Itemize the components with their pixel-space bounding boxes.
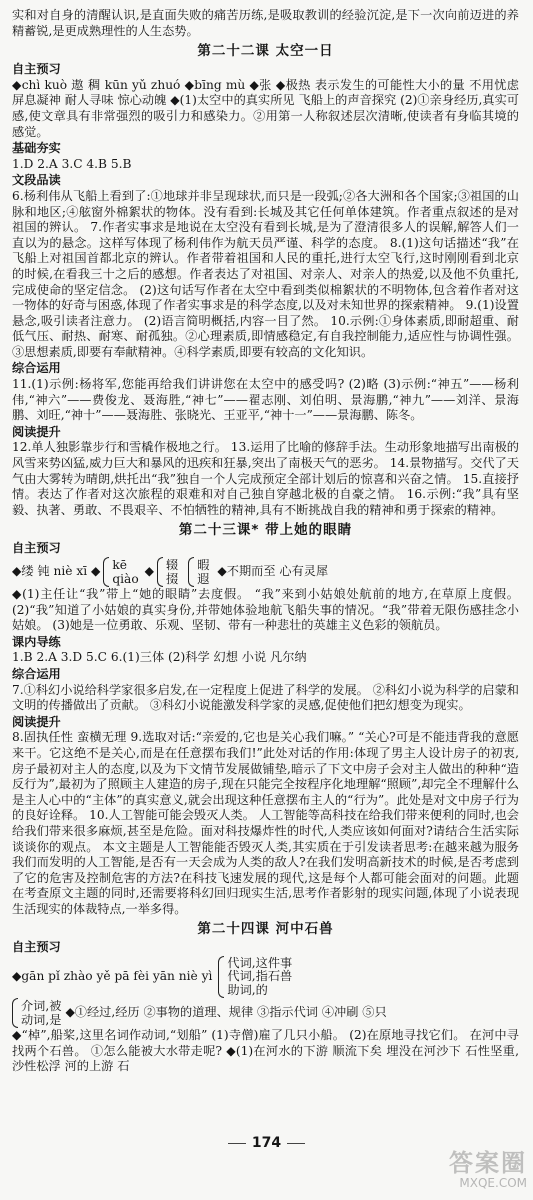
- lesson-22-apply: 11.(1)示例:杨将军,您能再给我们讲讲您在太空中的感受吗? (2)略 (3)示例:“神五”——杨利伟,“神六”——费俊龙、聂海胜,“神七”——翟志刚、刘伯明、景海鹏,“神九”——刘洋、景海鹏、刘旺,“神十”——聂海胜、张晓光、王亚平,“神十一”——景海鹏、陈冬。: [12, 377, 519, 423]
- watermark-url: MXQE.COM: [459, 1176, 527, 1190]
- lesson-22-basic-heading: 基础夯实: [12, 141, 61, 156]
- meaning-stack: [227, 957, 292, 998]
- stack-item: 辍: [166, 558, 179, 572]
- stack-item: 代词,指石兽: [227, 969, 293, 984]
- stack-item: 介词,被: [21, 999, 62, 1014]
- brace-icon: [103, 557, 109, 587]
- char-stack: [166, 558, 178, 586]
- stack-item: 助词,的: [227, 982, 268, 997]
- meaning-stack: [21, 999, 61, 1027]
- page-number-text: 174: [251, 1135, 282, 1151]
- lesson-23-read-heading: 阅读提升: [12, 714, 61, 729]
- stack-item: kē: [112, 558, 127, 572]
- lesson-23-preview-row: [12, 557, 519, 587]
- lesson-23-inclass-heading: 课内导练: [12, 634, 61, 649]
- lesson-24-title: 第二十四课 河中石兽: [197, 921, 334, 938]
- brace-icon: [157, 557, 163, 587]
- lesson-24-preview-heading: 自主预习: [12, 940, 61, 955]
- lesson-22-preview: ◆chì kuò 遨 稠 kūn yǔ zhuó ◆bīng mù ◆张 ◆极热 表示发生的可能性大小的量 不用忧虑 屏息凝神 耐人寻味 惊心动魄 ◆(1)太空中的真实所见 飞船上的声音探究 (2)①亲身经历,真实可感,使文章具有非常强烈的吸引力和感染力。②用第一人称叙述层次清晰,使读者有身临其境的感觉。: [12, 77, 519, 139]
- stack-item: 掇: [166, 572, 179, 586]
- lesson-22-read: 12.单人独影靠步行和雪橇作极地之行。 13.运用了比喻的修辞手法。生动形象地描写出南极的风雪来势凶猛,威力巨大和暴风的迅疾和狂暴,突出了南极天气的恶劣。 14.景物描写。交代了天气由大雾转为晴朗,烘托出“我”独自一个人完成预定全部计划后的惊喜和兴奋之情。 15.直接抒情。表达了作者对这次旅程的艰难和对自己独自穿越北极的自豪之情。 16.示例:“我”具有坚毅、执著、勇敢、不畏艰辛、不怕牺牲的精神,具有不断挑战自我的精神和勇于探索的精神。: [12, 440, 519, 517]
- lesson-22-title: 第二十二课 太空一日: [197, 43, 334, 60]
- diamond-marker: ◆: [144, 564, 155, 579]
- lesson-22-apply-heading: 综合运用: [12, 361, 61, 376]
- footer-dash: [228, 1143, 246, 1144]
- lesson-23-inclass: 1.B 2.A 3.D 5.C 6.(1)三体 (2)科学 幻想 小说 凡尔纳: [12, 650, 307, 665]
- brace-icon: [12, 998, 18, 1028]
- lesson-23-title: 第二十三课* 带上她的眼睛: [178, 522, 353, 539]
- stack-item: 遐: [197, 572, 210, 586]
- char-stack: [197, 558, 209, 586]
- footer-dash: [287, 1143, 305, 1144]
- lesson-22-read-heading: 阅读提升: [12, 424, 61, 439]
- lesson-22-text-heading: 文段品读: [12, 173, 61, 188]
- stack-item: qiào: [112, 572, 139, 586]
- lesson-23-preview-a: ◆缕 钝 niè xī ◆: [12, 564, 101, 579]
- lesson-22-basic: 1.D 2.A 3.C 4.B 5.B: [12, 156, 132, 171]
- lesson-23-apply-heading: 综合运用: [12, 666, 61, 681]
- stack-item: 动词,是: [21, 1013, 62, 1028]
- brace-icon: [188, 557, 194, 587]
- brace-icon: [218, 956, 224, 998]
- watermark-text: 答案圈: [449, 1149, 527, 1177]
- lesson-23-apply: 7.①科幻小说给科学家很多启发,在一定程度上促进了科学的发展。 ②科幻小说为科学的启蒙和文明的传播做出了贡献。 ③科幻小说能激发科学家的灵感,促使他们把幻想变为现实。: [12, 682, 519, 713]
- lesson-22-preview-heading: 自主预习: [12, 62, 61, 77]
- lesson-22-text: 6.杨利伟从飞船上看到了:①地球并非呈现球状,而只是一段弧;②各大洲和各个国家;③祖国的山脉和地区;④舷窗外棉絮状的物体。没有看到:长城及其它任何单体建筑。作者重点叙述的是对祖国的辨认。 7.作者实事求是地说在太空没有看到长城,是为了澄清很多人的误解,解答人们一直以为的悬念。这样写体现了杨利伟作为航天员严谨、科学的态度。 8.(1)这句话描述“我”在飞船上对祖国首都北京的辨认。作者带着祖国和人民的重托,进行太空飞行,这时刚刚看到北京的时候,在看我三十之后的感想。作者表达了对祖国、对亲人、对亲人的热爱,以及他不负重托,完成使命的坚定信念。 (2)这句话写作者在太空中看到类似棉絮状的不明物体,包含着作者对这一物体的好奇与困惑,体现了作者实事求是的科学态度,以及对未知世界的探索精神。 9.(1)设置悬念,吸引读者注意力。 (2)语言简明概括,内容一目了然。 10.示例:①身体素质,即耐超重、耐低气压、耐热、耐寒、耐孤独。②心理素质,即情感稳定,有自我控制能力,适应性与协调性强。③思想素质,即要有奉献精神。④科学素质,即要有较高的文化知识。: [12, 188, 519, 359]
- lesson-24-line-3: ◆“棹”,船桨,这里名词作动词,“划船” (1)寺僧)雇了几只小船。 (2)在原地寻找它们。 在河中寻找两个石兽。 ①怎么能被大水带走呢? ◆(1)在河水的下游 顺流下矣 埋没在河沙下 石性坚重,沙性松浮 河的上游 石: [12, 1028, 519, 1074]
- lesson-24-line-1: [12, 956, 519, 998]
- lesson-23-preview-heading: 自主预习: [12, 541, 61, 556]
- lesson-24-line-2-rest: ◆①经过,经历 ②事物的道理、规律 ③指示代词 ④冲刷 ⑤只: [65, 1005, 387, 1020]
- stack-item: 暇: [197, 558, 210, 572]
- watermark-logo: [387, 1150, 527, 1194]
- stack-item: 代词,这件事: [227, 955, 293, 970]
- lesson-23-preview-c: ◆(1)主任让“我”带上“她的眼睛”去度假。 “我”来到小姑娘处航前的地方,在草原上度假。 (2)“我”知道了小姑娘的真实身份,并带她体验地航飞船失事的情况。“我”带着无限伤感挂念小姑娘。 (3)她是一位勇敢、乐观、坚韧、带有一种悲壮的英雄主义色彩的领航员。: [12, 587, 519, 633]
- pinyin-stack: [112, 558, 138, 586]
- lesson-23-preview-b: ◆不期而至 心有灵犀: [217, 564, 329, 579]
- intro-paragraph: 实和对自身的清醒认识,是直面失败的痛苦历练,是吸取教训的经验沉淀,是下一次向前迈进的养精蓄锐,是更成熟理性的人生态势。: [12, 8, 519, 38]
- lesson-24-line-2: [12, 998, 519, 1028]
- lesson-24-pinyin: ◆gān pǐ zhào yě pā fèi yān niè yì: [12, 969, 213, 984]
- lesson-23-read: 8.固执任性 蛮横无理 9.选取对话:“亲爱的,它也是关心我们嘛。” “关心?可是不能违背我的意愿来干。它这绝不是关心,而是在任意摆布我们!”此处对话的作用:体现了男主人设计房子的初衷,房子最初对主人的态度,以及为下文情节发展做铺垫,暗示了下文中房子会对主人做出的种种“造反行为”,最初为了照顾主人建造的房子,现在只能完全按程序化地理解“照顾”,却完全不理解什么是主人心中的“主体”的真实意义,就会出现这种任意摆布主人的“行为”。此处是对文中房子行为的良好诠释。 10.人工智能可能会毁灭人类。 人工智能等高科技在给我们带来便利的同时,也会给我们带来很多麻烦,甚至是危险。面对科技爆炸性的时代,人类应该如何面对?请结合生活实际谈谈你的观点。 本文主题是人工智能能否毁灭人类,其实质在于引发读者思考:在越来越为服务我们而发明的人工智能,是否有一天会成为人类的敌人?在我们发明高新技术的时候,是否考虑到了它的危害及控制危害的方法?在科技飞速发展的现代,这是每个人都可能会面对的问题。此题在考查原文主题的同时,还需要将科幻回归现实生活,思考作者影射的现实问题,体现了小说表现生活现实的体裁特点,一举多得。: [12, 730, 519, 916]
